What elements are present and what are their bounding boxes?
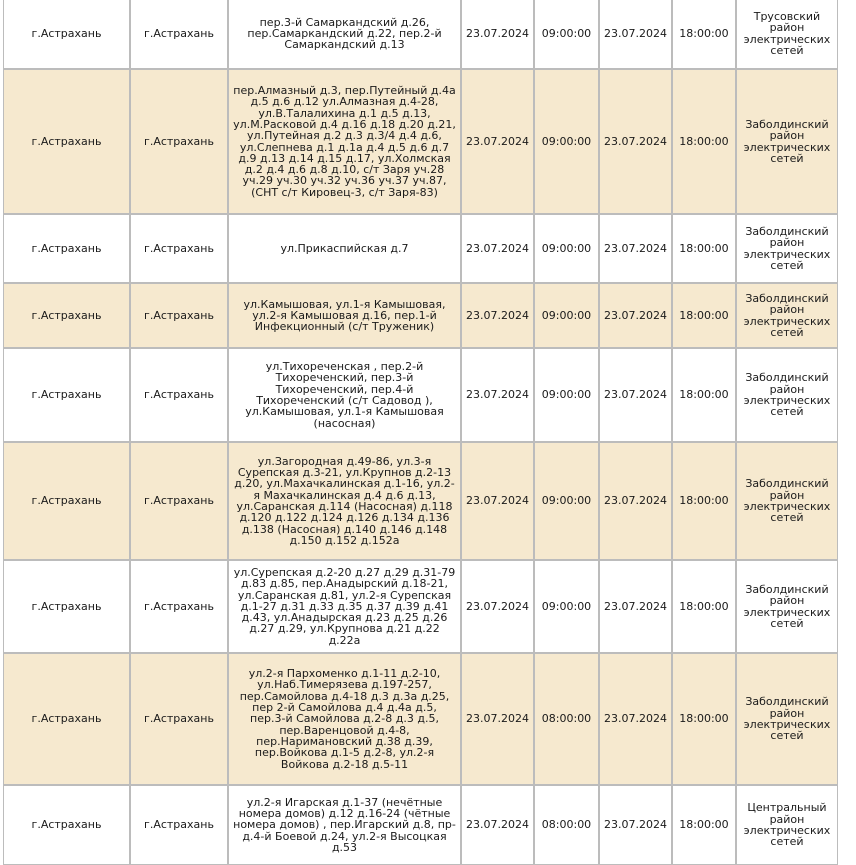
table-row <box>3 785 838 865</box>
end-time-cell: 18:00:00 <box>672 214 736 283</box>
end-date-cell: 23.07.2024 <box>599 560 672 653</box>
locality-cell: г.Астрахань <box>130 214 228 283</box>
start-date-cell: 23.07.2024 <box>461 653 534 785</box>
table-row <box>3 283 838 348</box>
address-cell: пер.3-й Самаркандский д.26, пер.Самаркандский д.22, пер.2-й Самаркандский д.13 <box>228 0 461 69</box>
outage-schedule-table <box>3 0 838 865</box>
start-date-cell: 23.07.2024 <box>461 283 534 348</box>
end-time-cell: 18:00:00 <box>672 0 736 69</box>
end-date-cell: 23.07.2024 <box>599 348 672 442</box>
city-cell: г.Астрахань <box>3 214 130 283</box>
start-time-cell: 08:00:00 <box>534 785 599 865</box>
district-cell: Заболдинский район электрических сетей <box>736 69 838 214</box>
address-cell: ул.2-я Игарская д.1-37 (нечётные номера домов) д.12 д.16-24 (чётные номера домов) , пер.Игарский д.8, пр-д.4-й Боевой д.24, ул.2-я Высоцкая д.53 <box>228 785 461 865</box>
district-cell: Заболдинский район электрических сетей <box>736 214 838 283</box>
start-date-cell: 23.07.2024 <box>461 348 534 442</box>
locality-cell: г.Астрахань <box>130 560 228 653</box>
table-row <box>3 0 838 69</box>
table-row <box>3 442 838 560</box>
end-time-cell: 18:00:00 <box>672 560 736 653</box>
start-date-cell: 23.07.2024 <box>461 442 534 560</box>
end-date-cell: 23.07.2024 <box>599 785 672 865</box>
city-cell: г.Астрахань <box>3 69 130 214</box>
district-cell: Трусовский район электрических сетей <box>736 0 838 69</box>
locality-cell: г.Астрахань <box>130 785 228 865</box>
table-row <box>3 69 838 214</box>
locality-cell: г.Астрахань <box>130 442 228 560</box>
address-cell: пер.Алмазный д.3, пер.Путейный д.4а д.5 д.6 д.12 ул.Алмазная д.4-28, ул.В.Талалихина д.1 д.5 д.13, ул.М.Расковой д.4 д.16 д.18 д.20 д.21, ул.Путейная д.2 д.3 д.3/4 д.4 д.6, ул.Слепнева д.1 д.1а д.4 д.5 д.6 д.7 д.9 д.13 д.14 д.15 д.17, ул.Холмская д.2 д.4 д.6 д.8 д.10, с/т Заря уч.28 уч.29 уч.30 уч.32 уч.36 уч.37 уч.87, (СНТ с/т Кировец-3, с/т Заря-83) <box>228 69 461 214</box>
city-cell: г.Астрахань <box>3 442 130 560</box>
district-cell: Заболдинский район электрических сетей <box>736 653 838 785</box>
locality-cell: г.Астрахань <box>130 69 228 214</box>
end-time-cell: 18:00:00 <box>672 653 736 785</box>
end-time-cell: 18:00:00 <box>672 785 736 865</box>
locality-cell: г.Астрахань <box>130 0 228 69</box>
district-cell: Заболдинский район электрических сетей <box>736 283 838 348</box>
table-body <box>3 0 838 865</box>
end-date-cell: 23.07.2024 <box>599 653 672 785</box>
start-time-cell: 09:00:00 <box>534 214 599 283</box>
locality-cell: г.Астрахань <box>130 653 228 785</box>
end-date-cell: 23.07.2024 <box>599 214 672 283</box>
address-cell: ул.2-я Пархоменко д.1-11 д.2-10, ул.Наб.Тимерязева д.197-257, пер.Самойлова д.4-18 д.3 д.3а д.25, пер 2-й Самойлова д.4 д.4а д.5, пер.3-й Самойлова д.2-8 д.3 д.5, пер.Варенцовой д.4-8, пер.Наримановский д.38 д.39, пер.Войкова д.1-5 д.2-8, ул.2-я Войкова д.2-18 д.5-11 <box>228 653 461 785</box>
district-cell: Заболдинский район электрических сетей <box>736 560 838 653</box>
city-cell: г.Астрахань <box>3 283 130 348</box>
locality-cell: г.Астрахань <box>130 348 228 442</box>
address-cell: ул.Камышовая, ул.1-я Камышовая, ул.2-я Камышовая д.16, пер.1-й Инфекционный (с/т Труженик) <box>228 283 461 348</box>
address-cell: ул.Прикаспийская д.7 <box>228 214 461 283</box>
table-row <box>3 653 838 785</box>
district-cell: Заболдинский район электрических сетей <box>736 348 838 442</box>
city-cell: г.Астрахань <box>3 785 130 865</box>
start-time-cell: 09:00:00 <box>534 348 599 442</box>
table-row <box>3 560 838 653</box>
start-time-cell: 09:00:00 <box>534 442 599 560</box>
city-cell: г.Астрахань <box>3 653 130 785</box>
city-cell: г.Астрахань <box>3 560 130 653</box>
locality-cell: г.Астрахань <box>130 283 228 348</box>
end-time-cell: 18:00:00 <box>672 348 736 442</box>
city-cell: г.Астрахань <box>3 348 130 442</box>
district-cell: Центральный район электрических сетей <box>736 785 838 865</box>
start-time-cell: 09:00:00 <box>534 69 599 214</box>
end-time-cell: 18:00:00 <box>672 442 736 560</box>
start-date-cell: 23.07.2024 <box>461 0 534 69</box>
start-date-cell: 23.07.2024 <box>461 214 534 283</box>
end-time-cell: 18:00:00 <box>672 69 736 214</box>
table-row <box>3 348 838 442</box>
city-cell: г.Астрахань <box>3 0 130 69</box>
start-date-cell: 23.07.2024 <box>461 69 534 214</box>
end-date-cell: 23.07.2024 <box>599 283 672 348</box>
address-cell: ул.Сурепская д.2-20 д.27 д.29 д.31-79 д.83 д.85, пер.Анадырский д.18-21, ул.Саранская д.81, ул.2-я Сурепская д.1-27 д.31 д.33 д.35 д.37 д.39 д.41 д.43, ул.Анадырская д.23 д.25 д.26 д.27 д.29, ул.Крупнова д.21 д.22 д.22а <box>228 560 461 653</box>
address-cell: ул.Тихореченская , пер.2-й Тихореченский, пер.3-й Тихореченский, пер.4-й Тихореченский (с/т Садовод ), ул.Камышовая, ул.1-я Камышовая (насосная) <box>228 348 461 442</box>
end-date-cell: 23.07.2024 <box>599 69 672 214</box>
start-time-cell: 09:00:00 <box>534 0 599 69</box>
start-time-cell: 08:00:00 <box>534 653 599 785</box>
start-date-cell: 23.07.2024 <box>461 785 534 865</box>
start-time-cell: 09:00:00 <box>534 283 599 348</box>
end-date-cell: 23.07.2024 <box>599 0 672 69</box>
start-time-cell: 09:00:00 <box>534 560 599 653</box>
end-date-cell: 23.07.2024 <box>599 442 672 560</box>
address-cell: ул.Загородная д.49-86, ул.3-я Сурепская д.3-21, ул.Крупнов д.2-13 д.20, ул.Махачкалинская д.1-16, ул.2-я Махачкалинская д.4 д.6 д.13, ул.Саранская д.114 (Насосная) д.118 д.120 д.122 д.124 д.126 д.134 д.136 д.138 (Насосная) д.140 д.146 д.148 д.150 д.152 д.152а <box>228 442 461 560</box>
table-row <box>3 214 838 283</box>
start-date-cell: 23.07.2024 <box>461 560 534 653</box>
district-cell: Заболдинский район электрических сетей <box>736 442 838 560</box>
end-time-cell: 18:00:00 <box>672 283 736 348</box>
